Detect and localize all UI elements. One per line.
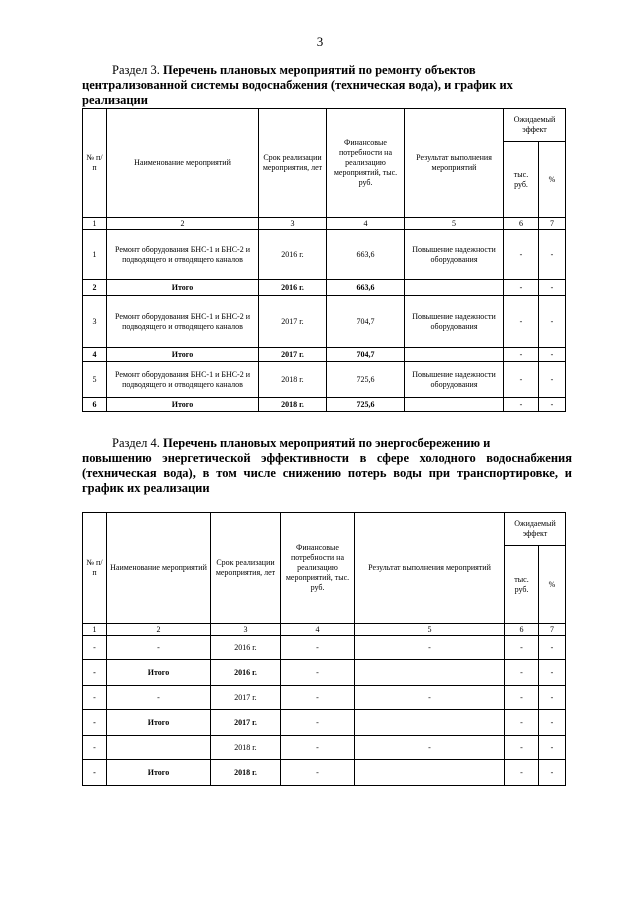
cell-finance: 704,7 [327, 348, 405, 362]
table-row-total [83, 348, 566, 362]
cell-finance: 704,7 [327, 296, 405, 348]
cell-num: - [83, 736, 107, 760]
column-number: 4 [327, 218, 405, 230]
section-3-heading [82, 63, 572, 108]
table-row [83, 362, 566, 398]
cell-effect-pct: - [539, 686, 566, 710]
cell-effect-rub: - [504, 348, 539, 362]
header-name: Наименование мероприятий [107, 109, 259, 218]
section-4-heading-line1 [82, 436, 572, 451]
cell-num: 6 [83, 398, 107, 412]
column-number: 2 [107, 218, 259, 230]
cell-result [405, 398, 504, 412]
cell-finance: - [281, 660, 355, 686]
header-finance: Финансовые потребности на реализацию мероприятий, тыс. руб. [281, 513, 355, 624]
column-number: 6 [505, 624, 539, 636]
section-4-title-line1: Перечень плановых мероприятий по энергосбережению и [162, 436, 491, 450]
header-effect-pct: % [539, 142, 566, 218]
cell-name: Итого [107, 660, 211, 686]
cell-num: 3 [83, 296, 107, 348]
cell-finance: 663,6 [327, 280, 405, 296]
cell-result [355, 710, 505, 736]
section-3-label: Раздел 3. [112, 63, 160, 77]
cell-result: Повышение надежности оборудования [405, 230, 504, 280]
table-row [83, 230, 566, 280]
cell-term: 2018 г. [211, 760, 281, 786]
section-4-heading [82, 436, 572, 496]
cell-term: 2018 г. [259, 362, 327, 398]
cell-name: Итого [107, 760, 211, 786]
header-finance: Финансовые потребности на реализацию мероприятий, тыс. руб. [327, 109, 405, 218]
cell-num: - [83, 686, 107, 710]
cell-effect-pct: - [539, 398, 566, 412]
cell-num: 1 [83, 230, 107, 280]
table-row-total [83, 660, 566, 686]
cell-effect-rub: - [504, 280, 539, 296]
cell-effect-pct: - [539, 362, 566, 398]
cell-effect-rub: - [504, 362, 539, 398]
cell-name: Ремонт оборудования БНС-1 и БНС-2 и подводящего и отводящего каналов [107, 296, 259, 348]
cell-name: Ремонт оборудования БНС-1 и БНС-2 и подводящего и отводящего каналов [107, 230, 259, 280]
cell-finance: - [281, 736, 355, 760]
cell-term: 2017 г. [211, 710, 281, 736]
cell-finance: 725,6 [327, 398, 405, 412]
cell-effect-rub: - [505, 736, 539, 760]
header-effect: Ожидаемый эффект [505, 513, 566, 546]
cell-term: 2016 г. [211, 660, 281, 686]
header-effect-pct: % [539, 546, 566, 624]
cell-name: Итого [107, 348, 259, 362]
column-number: 4 [281, 624, 355, 636]
cell-finance: - [281, 636, 355, 660]
table-header-row [83, 513, 566, 546]
column-number: 5 [355, 624, 505, 636]
cell-effect-pct: - [539, 660, 566, 686]
header-effect-rub: тыс. руб. [504, 142, 539, 218]
table-row-total [83, 280, 566, 296]
cell-effect-rub: - [505, 660, 539, 686]
column-numbers-row [83, 624, 566, 636]
cell-name: - [107, 636, 211, 660]
cell-num: 4 [83, 348, 107, 362]
header-term: Срок реализации мероприятия, лет [211, 513, 281, 624]
cell-num: 5 [83, 362, 107, 398]
cell-effect-rub: - [505, 636, 539, 660]
cell-num: - [83, 760, 107, 786]
cell-num: - [83, 636, 107, 660]
cell-num: - [83, 660, 107, 686]
column-number: 7 [539, 218, 566, 230]
column-number: 1 [83, 218, 107, 230]
cell-name [107, 736, 211, 760]
table-row [83, 736, 566, 760]
column-number: 3 [259, 218, 327, 230]
cell-result: Повышение надежности оборудования [405, 362, 504, 398]
column-numbers-row [83, 218, 566, 230]
table-row-total [83, 398, 566, 412]
cell-name: Итого [107, 710, 211, 736]
section-4-title-rest: повышению энергетической эффективности в сфере холодного водоснабжения (техническая вода), в том числе снижению потерь воды при транспортировке, и график их реализации [82, 451, 572, 495]
section-4-table [82, 512, 566, 786]
column-number: 6 [504, 218, 539, 230]
header-num: № п/п [83, 109, 107, 218]
header-num: № п/п [83, 513, 107, 624]
cell-effect-rub: - [505, 686, 539, 710]
header-result: Результат выполнения мероприятий [405, 109, 504, 218]
cell-finance: 725,6 [327, 362, 405, 398]
cell-effect-rub: - [504, 230, 539, 280]
cell-result: Повышение надежности оборудования [405, 296, 504, 348]
table-row-total [83, 760, 566, 786]
cell-num: - [83, 710, 107, 736]
cell-effect-pct: - [539, 636, 566, 660]
cell-effect-rub: - [505, 710, 539, 736]
cell-result [355, 760, 505, 786]
header-result: Результат выполнения мероприятий [355, 513, 505, 624]
cell-result: - [355, 686, 505, 710]
cell-finance: - [281, 710, 355, 736]
cell-result [405, 280, 504, 296]
cell-effect-rub: - [504, 296, 539, 348]
cell-term: 2016 г. [211, 636, 281, 660]
cell-finance: 663,6 [327, 230, 405, 280]
page-number: 3 [316, 34, 324, 49]
header-effect-rub: тыс. руб. [505, 546, 539, 624]
cell-term: 2017 г. [259, 296, 327, 348]
cell-term: 2016 г. [259, 230, 327, 280]
table-row-total [83, 710, 566, 736]
cell-term: 2018 г. [211, 736, 281, 760]
cell-effect-pct: - [539, 280, 566, 296]
table-row [83, 636, 566, 660]
cell-finance: - [281, 760, 355, 786]
cell-term: 2018 г. [259, 398, 327, 412]
table-header-row [83, 109, 566, 142]
cell-effect-pct: - [539, 760, 566, 786]
column-number: 2 [107, 624, 211, 636]
section-3-table [82, 108, 566, 412]
header-term: Срок реализации мероприятия, лет [259, 109, 327, 218]
table-row [83, 686, 566, 710]
header-name: Наименование мероприятий [107, 513, 211, 624]
column-number: 1 [83, 624, 107, 636]
cell-term: 2017 г. [259, 348, 327, 362]
cell-term: 2016 г. [259, 280, 327, 296]
cell-name: Ремонт оборудования БНС-1 и БНС-2 и подводящего и отводящего каналов [107, 362, 259, 398]
cell-finance: - [281, 686, 355, 710]
column-number: 7 [539, 624, 566, 636]
cell-effect-pct: - [539, 348, 566, 362]
cell-name: Итого [107, 398, 259, 412]
cell-effect-rub: - [505, 760, 539, 786]
cell-name: Итого [107, 280, 259, 296]
cell-effect-pct: - [539, 710, 566, 736]
column-number: 5 [405, 218, 504, 230]
cell-result: - [355, 636, 505, 660]
table-row [83, 296, 566, 348]
cell-result [405, 348, 504, 362]
cell-effect-pct: - [539, 296, 566, 348]
cell-effect-pct: - [539, 736, 566, 760]
cell-effect-pct: - [539, 230, 566, 280]
cell-result [355, 660, 505, 686]
section-3-title: Перечень плановых мероприятий по ремонту объектов централизованной системы водоснабжения (техническая вода), и график их реализации [82, 63, 513, 107]
cell-effect-rub: - [504, 398, 539, 412]
header-effect: Ожидаемый эффект [504, 109, 566, 142]
cell-num: 2 [83, 280, 107, 296]
section-4-label: Раздел 4. [112, 436, 160, 450]
column-number: 3 [211, 624, 281, 636]
cell-name: - [107, 686, 211, 710]
cell-result: - [355, 736, 505, 760]
cell-term: 2017 г. [211, 686, 281, 710]
